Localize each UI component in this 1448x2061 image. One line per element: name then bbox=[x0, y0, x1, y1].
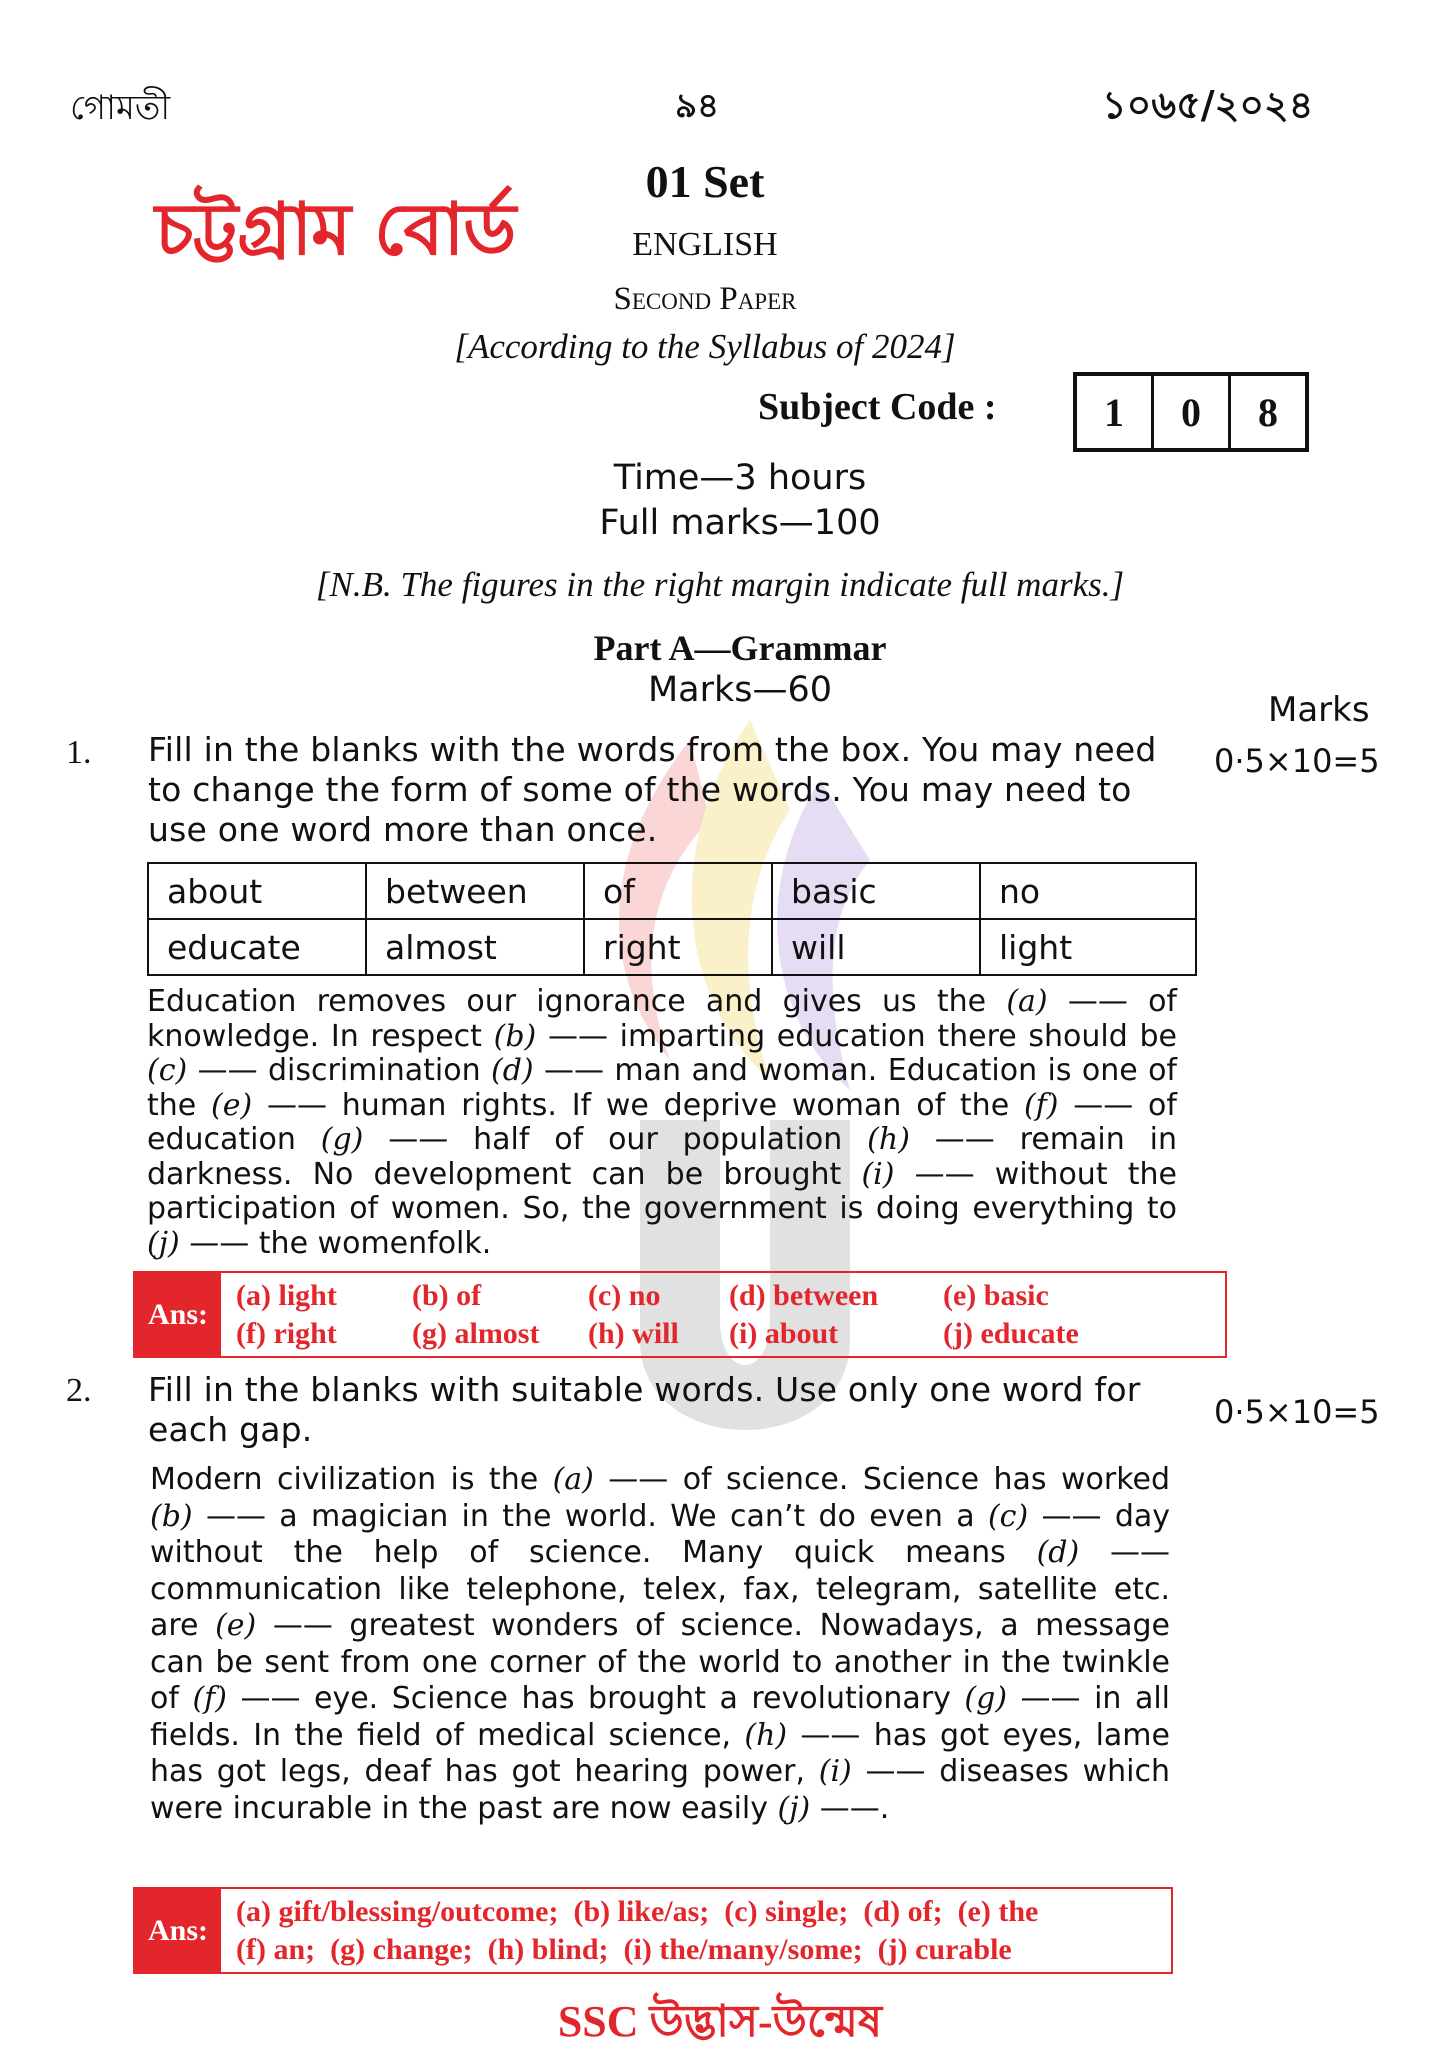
answer-item: (d) between bbox=[729, 1279, 879, 1312]
exam-code: ১০৬৫/২০২৪ bbox=[1102, 83, 1314, 127]
passage-text: —— day without the help of science. Many quick means bbox=[150, 1498, 1170, 1570]
passage-text: —— of science. Science has worked bbox=[593, 1462, 1170, 1497]
answer-line: (f) an; (g) change; (h) blind; (i) the/many/some; (j) curable bbox=[236, 1933, 1012, 1966]
subject-code-digit: 1 bbox=[1077, 376, 1154, 448]
passage-text: ——communication like telephone, telex, fax, telegram, satellite etc. are bbox=[150, 1535, 1170, 1643]
passage-text: —— remain in darkness. No development can be brought bbox=[147, 1122, 1177, 1192]
header-left-label: গোমতী bbox=[70, 88, 171, 128]
blank-marker: (f) bbox=[192, 1681, 227, 1716]
passage-text: —— the womenfolk. bbox=[179, 1225, 492, 1261]
part-title: Part A—Grammar bbox=[593, 628, 887, 668]
word-box-cell: light bbox=[980, 919, 1196, 975]
passage-text: ——. bbox=[810, 1790, 890, 1826]
question-text: Fill in the blanks with suitable words. Use only one word for each gap. bbox=[148, 1370, 1141, 1449]
passage-text: Modern civilization is the bbox=[150, 1462, 553, 1497]
answer-box-q1 bbox=[133, 1271, 1227, 1358]
word-box-cell: about bbox=[148, 863, 366, 919]
blank-marker: (a) bbox=[552, 1462, 594, 1497]
blank-marker: (j) bbox=[147, 1225, 180, 1261]
blank-marker: (a) bbox=[1006, 984, 1048, 1019]
answer-item: (f) right bbox=[236, 1317, 337, 1350]
set-label: 01 Set bbox=[645, 156, 765, 207]
word-box-cell: between bbox=[366, 863, 584, 919]
answer-item: (e) basic bbox=[943, 1279, 1049, 1312]
word-box-cell: no bbox=[980, 863, 1196, 919]
blank-marker: (i) bbox=[818, 1754, 852, 1789]
page-number: ৯৪ bbox=[675, 86, 720, 126]
answer-line: (a) gift/blessing/outcome; (b) like/as; (c) single; (d) of; (e) the bbox=[236, 1895, 1039, 1928]
blank-marker: (c) bbox=[147, 1053, 188, 1088]
blank-marker: (e) bbox=[215, 1608, 257, 1643]
answer-label: Ans: bbox=[135, 1273, 221, 1356]
blank-marker: (j) bbox=[777, 1790, 811, 1826]
blank-marker: (g) bbox=[320, 1122, 364, 1157]
nb-note: [N.B. The figures in the right margin indicate full marks.] bbox=[315, 565, 1125, 604]
passage-text: —— of education bbox=[147, 1087, 1177, 1157]
answer-label: Ans: bbox=[135, 1889, 221, 1972]
word-box-cell: educate bbox=[148, 919, 366, 975]
blank-marker: (h) bbox=[867, 1122, 910, 1157]
blank-marker: (h) bbox=[744, 1717, 788, 1753]
subject-code-digit: 0 bbox=[1154, 376, 1231, 448]
blank-marker: (d) bbox=[1036, 1535, 1080, 1570]
word-box-cell: basic bbox=[772, 863, 980, 919]
question-marks: 0·5×10=5 bbox=[1214, 1393, 1380, 1431]
answer-item: (c) no bbox=[588, 1279, 661, 1312]
subject-code-label: Subject Code : bbox=[758, 386, 997, 428]
blank-marker: (f) bbox=[1023, 1087, 1059, 1123]
passage-text: —— without the participation of women. So, the government is doing everything to bbox=[147, 1156, 1177, 1226]
blank-marker: (i) bbox=[861, 1156, 895, 1192]
passage-q2 bbox=[150, 1462, 1170, 1827]
paper-name: Second Paper bbox=[613, 281, 797, 317]
syllabus-note: [According to the Syllabus of 2024] bbox=[454, 327, 956, 366]
word-box-cell: almost bbox=[366, 919, 584, 975]
passage-text: —— of knowledge. In respect bbox=[147, 984, 1177, 1054]
question-text: Fill in the blanks with the words from the box. You may need to change the form of some of the words. You may need to use one word more than once. bbox=[148, 730, 1157, 849]
passage-text: —— diseases which were incurable in the past are now easily bbox=[150, 1754, 1171, 1826]
passage-q1 bbox=[147, 985, 1177, 1261]
full-marks-label: Full marks—100 bbox=[599, 503, 881, 543]
question-marks: 0·5×10=5 bbox=[1214, 742, 1380, 780]
question-number: 1. bbox=[66, 734, 92, 771]
word-box-cell: will bbox=[772, 919, 980, 975]
answer-item: (h) will bbox=[588, 1317, 679, 1350]
word-box-cell: right bbox=[584, 919, 772, 975]
passage-text: —— has got eyes, lame has got legs, deaf has got hearing power, bbox=[150, 1717, 1170, 1789]
blank-marker: (g) bbox=[964, 1681, 1008, 1716]
passage-text: —— imparting education there should be bbox=[536, 1018, 1178, 1054]
subject-name: ENGLISH bbox=[632, 226, 778, 263]
answer-item: (g) almost bbox=[412, 1317, 540, 1350]
subject-code-box bbox=[1073, 372, 1309, 452]
blank-marker: (d) bbox=[491, 1053, 534, 1088]
subject-code-digit: 8 bbox=[1258, 389, 1278, 435]
blank-marker: (e) bbox=[211, 1087, 253, 1123]
answer-item: (j) educate bbox=[943, 1317, 1079, 1350]
footer-brand: SSC উদ্ভাস-উন্মেষ bbox=[557, 1997, 883, 2046]
passage-text: Education removes our ignorance and gives us the bbox=[147, 984, 1007, 1019]
passage-text: —— eye. Science has brought a revolutionary bbox=[226, 1681, 965, 1716]
answer-box-q2 bbox=[133, 1887, 1173, 1974]
passage-text: —— human rights. If we deprive woman of the bbox=[252, 1087, 1024, 1123]
blank-marker: (b) bbox=[150, 1498, 193, 1534]
passage-text: —— a magician in the world. We can’t do even a bbox=[192, 1498, 988, 1534]
answer-item: (b) of bbox=[412, 1279, 482, 1312]
passage-text: —— man and woman. Education is one of the bbox=[147, 1053, 1177, 1123]
passage-text: —— in all fields. In the field of medical science, bbox=[150, 1681, 1170, 1753]
answer-item: (i) about bbox=[729, 1317, 839, 1350]
passage-text: —— discrimination bbox=[187, 1053, 492, 1088]
question-number: 2. bbox=[66, 1372, 92, 1409]
word-box bbox=[147, 862, 1197, 976]
word-box-cell: of bbox=[584, 863, 772, 919]
blank-marker: (b) bbox=[493, 1018, 537, 1054]
time-label: Time—3 hours bbox=[613, 458, 867, 498]
passage-text: —— greatest wonders of science. Nowadays, a message can be sent from one corner of the world to another in the twinkle of bbox=[150, 1608, 1170, 1716]
passage-text: —— half of our population bbox=[363, 1122, 868, 1157]
marks-column-header: Marks bbox=[1268, 690, 1370, 730]
board-title: চট্টগ্রাম বোর্ড bbox=[155, 187, 516, 271]
answer-item: (a) light bbox=[236, 1279, 337, 1312]
blank-marker: (c) bbox=[987, 1498, 1029, 1534]
part-marks: Marks—60 bbox=[647, 670, 833, 710]
